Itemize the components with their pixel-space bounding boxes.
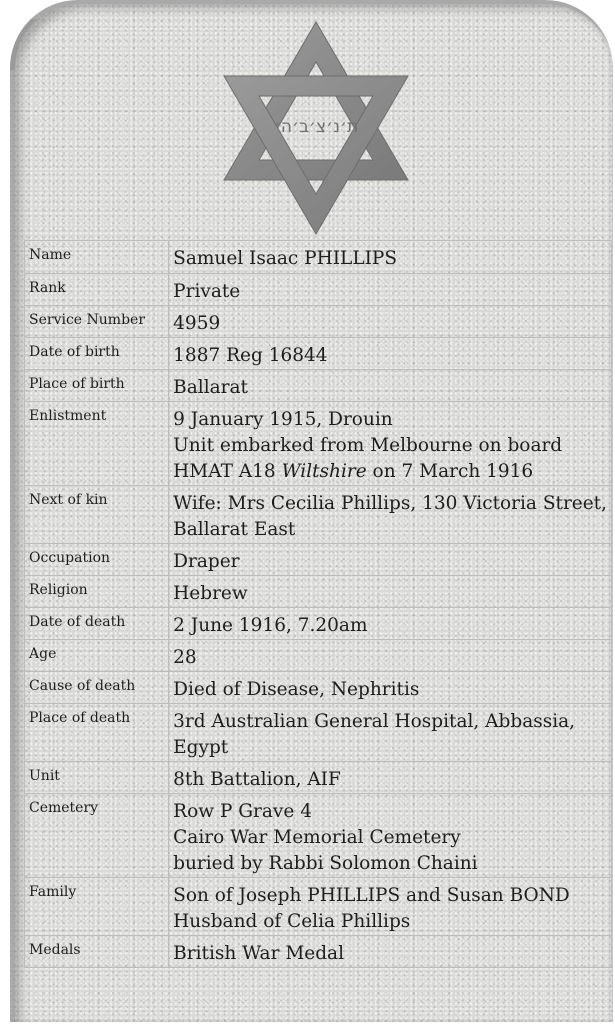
value-line: 3rd Australian General Hospital, Abbassia, bbox=[173, 711, 576, 732]
row-label: Date of birth bbox=[25, 338, 169, 370]
row-label: Next of kin bbox=[25, 486, 169, 544]
table-row bbox=[25, 402, 612, 486]
row-value bbox=[169, 370, 612, 402]
value-line: 8th Battalion, AIF bbox=[173, 769, 341, 790]
value-line: Died of Disease, Nephritis bbox=[173, 679, 420, 700]
value-line: Wife: Mrs Cecilia Phillips, 130 Victoria Street, bbox=[173, 493, 607, 514]
row-label: Medals bbox=[25, 936, 169, 968]
row-value bbox=[169, 878, 612, 936]
value-line: 2 June 1916, 7.20am bbox=[173, 615, 368, 636]
value-line: 9 January 1915, Drouin bbox=[173, 409, 393, 430]
table-row bbox=[25, 338, 612, 370]
value-line: Draper bbox=[173, 551, 240, 572]
table-row bbox=[25, 576, 612, 608]
row-value bbox=[169, 544, 612, 576]
row-value bbox=[169, 274, 612, 306]
table-row bbox=[25, 608, 612, 640]
row-label: Service Number bbox=[25, 306, 169, 338]
row-label: Rank bbox=[25, 274, 169, 306]
table-row bbox=[25, 241, 612, 274]
row-value bbox=[169, 402, 612, 486]
ship-name: Wiltshire bbox=[281, 461, 367, 482]
value-line: 1887 Reg 16844 bbox=[173, 345, 328, 366]
value-line: Private bbox=[173, 281, 241, 302]
row-value bbox=[169, 608, 612, 640]
row-label: Age bbox=[25, 640, 169, 672]
row-value bbox=[169, 640, 612, 672]
embark-date: on 7 March 1916 bbox=[366, 461, 534, 482]
value-line: Husband of Celia Phillips bbox=[173, 911, 411, 932]
table-row bbox=[25, 544, 612, 576]
value-line: Egypt bbox=[173, 737, 229, 758]
value-line: Samuel Isaac PHILLIPS bbox=[173, 248, 398, 269]
row-label: Place of birth bbox=[25, 370, 169, 402]
table-row bbox=[25, 672, 612, 704]
value-line: Ballarat East bbox=[173, 519, 296, 540]
table-row bbox=[25, 794, 612, 878]
row-value bbox=[169, 794, 612, 878]
value-line: Son of Joseph PHILLIPS and Susan BOND bbox=[173, 885, 570, 906]
row-value bbox=[169, 672, 612, 704]
row-value bbox=[169, 306, 612, 338]
row-label: Enlistment bbox=[25, 402, 169, 486]
value-line: Ballarat bbox=[173, 377, 248, 398]
row-value bbox=[169, 486, 612, 544]
value-line: Cairo War Memorial Cemetery bbox=[173, 827, 461, 848]
value-line: British War Medal bbox=[173, 943, 344, 964]
row-label: Occupation bbox=[25, 544, 169, 576]
table-row bbox=[25, 762, 612, 794]
row-label: Cause of death bbox=[25, 672, 169, 704]
table-row bbox=[25, 640, 612, 672]
table-row bbox=[25, 306, 612, 338]
row-label: Place of death bbox=[25, 704, 169, 762]
value-line: Hebrew bbox=[173, 583, 248, 604]
row-label: Family bbox=[25, 878, 169, 936]
row-value bbox=[169, 241, 612, 274]
service-record-table bbox=[24, 240, 612, 968]
value-line: Unit embarked from Melbourne on board bbox=[173, 435, 563, 456]
row-value bbox=[169, 762, 612, 794]
table-row bbox=[25, 274, 612, 306]
value-line: 28 bbox=[173, 647, 197, 668]
row-label: Date of death bbox=[25, 608, 169, 640]
table-row bbox=[25, 370, 612, 402]
row-value bbox=[169, 576, 612, 608]
table-row bbox=[25, 936, 612, 968]
row-value bbox=[169, 338, 612, 370]
row-value bbox=[169, 704, 612, 762]
table-row bbox=[25, 486, 612, 544]
star-of-david-icon bbox=[218, 18, 414, 238]
table-row bbox=[25, 878, 612, 936]
row-label: Unit bbox=[25, 762, 169, 794]
value-line: 4959 bbox=[173, 313, 221, 334]
table-row bbox=[25, 704, 612, 762]
value-line: buried by Rabbi Solomon Chaini bbox=[173, 853, 478, 874]
value-line: Row P Grave 4 bbox=[173, 801, 312, 822]
star-inscription: ת׳נ׳צ׳ב׳ה׳ bbox=[273, 117, 359, 137]
row-value bbox=[169, 936, 612, 968]
row-label: Religion bbox=[25, 576, 169, 608]
row-label: Cemetery bbox=[25, 794, 169, 878]
value-line bbox=[173, 459, 607, 485]
row-label: Name bbox=[25, 241, 169, 274]
ship-prefix: HMAT A18 bbox=[173, 461, 282, 482]
